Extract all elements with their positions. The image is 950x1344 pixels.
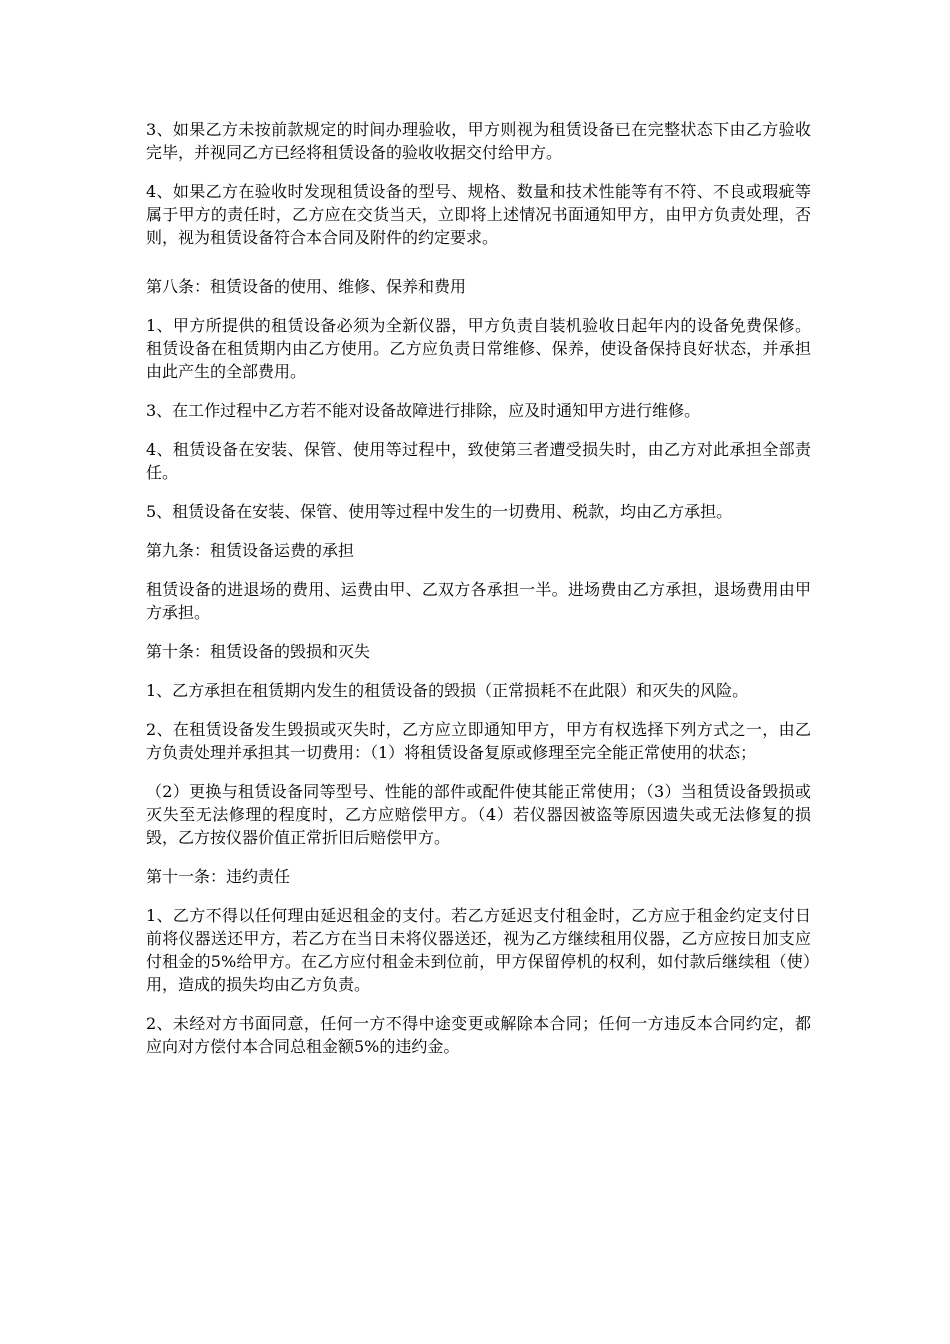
- article-8-heading: 第八条：租赁设备的使用、维修、保养和费用: [146, 277, 467, 296]
- clause-10-item-1: 1、乙方承担在租赁期内发生的租赁设备的毁损（正常损耗不在此限）和灭失的风险。: [146, 681, 749, 700]
- clause-8-item-4: 4、租赁设备在安装、保管、使用等过程中，致使第三者遭受损失时，由乙方对此承担全部责任。: [146, 440, 811, 482]
- clause-8-item-1: 1、甲方所提供的租赁设备必须为全新仪器，甲方负责自装机验收日起年内的设备免费保修。租赁设备在租赁期内由乙方使用。乙方应负责日常维修、保养，使设备保持良好状态，并承担由此产生的全部费用。: [146, 316, 811, 381]
- article-10-heading: 第十条：租赁设备的毁损和灭失: [146, 642, 371, 661]
- clause-9-body: 租赁设备的进退场的费用、运费由甲、乙双方各承担一半。进场费由乙方承担，退场费用由甲方承担。: [146, 580, 811, 622]
- clause-11-item-1: 1、乙方不得以任何理由延迟租金的支付。若乙方延迟支付租金时，乙方应于租金约定支付日前将仪器送还甲方，若乙方在当日未将仪器送还，视为乙方继续租用仪器，乙方应按日加支应付租金的5%给甲方。在乙方应付租金未到位前，甲方保留停机的权利，如付款后继续租（使）用，造成的损失均由乙方负责。: [146, 906, 811, 994]
- clause-8-item-3: 3、在工作过程中乙方若不能对设备故障进行排除，应及时通知甲方进行维修。: [146, 401, 701, 420]
- article-9-heading: 第九条：租赁设备运费的承担: [146, 541, 355, 560]
- clause-8-item-5: 5、租赁设备在安装、保管、使用等过程中发生的一切费用、税款，均由乙方承担。: [146, 502, 733, 521]
- document-page: [146, 118, 811, 1074]
- article-11-heading: 第十一条：违约责任: [146, 867, 291, 886]
- clause-7-item-3: 3、如果乙方未按前款规定的时间办理验收，甲方则视为租赁设备已在完整状态下由乙方验收完毕，并视同乙方已经将租赁设备的验收收据交付给甲方。: [146, 120, 811, 162]
- clause-10-item-2-continued: （2）更换与租赁设备同等型号、性能的部件或配件使其能正常使用；（3）当租赁设备毁损或灭失至无法修理的程度时，乙方应赔偿甲方。（4）若仪器因被盗等原因遗失或无法修复的损毁，乙方按仪器价值正常折旧后赔偿甲方。: [146, 782, 811, 847]
- clause-7-item-4: 4、如果乙方在验收时发现租赁设备的型号、规格、数量和技术性能等有不符、不良或瑕疵等属于甲方的责任时，乙方应在交货当天，立即将上述情况书面通知甲方，由甲方负责处理，否则，视为租赁设备符合本合同及附件的约定要求。: [146, 182, 811, 247]
- clause-11-item-2: 2、未经对方书面同意，任何一方不得中途变更或解除本合同；任何一方违反本合同约定，都应向对方偿付本合同总租金额5%的违约金。: [146, 1014, 811, 1056]
- clause-10-item-2: 2、在租赁设备发生毁损或灭失时，乙方应立即通知甲方，甲方有权选择下列方式之一，由乙方负责处理并承担其一切费用：（1）将租赁设备复原或修理至完全能正常使用的状态；: [146, 720, 811, 762]
